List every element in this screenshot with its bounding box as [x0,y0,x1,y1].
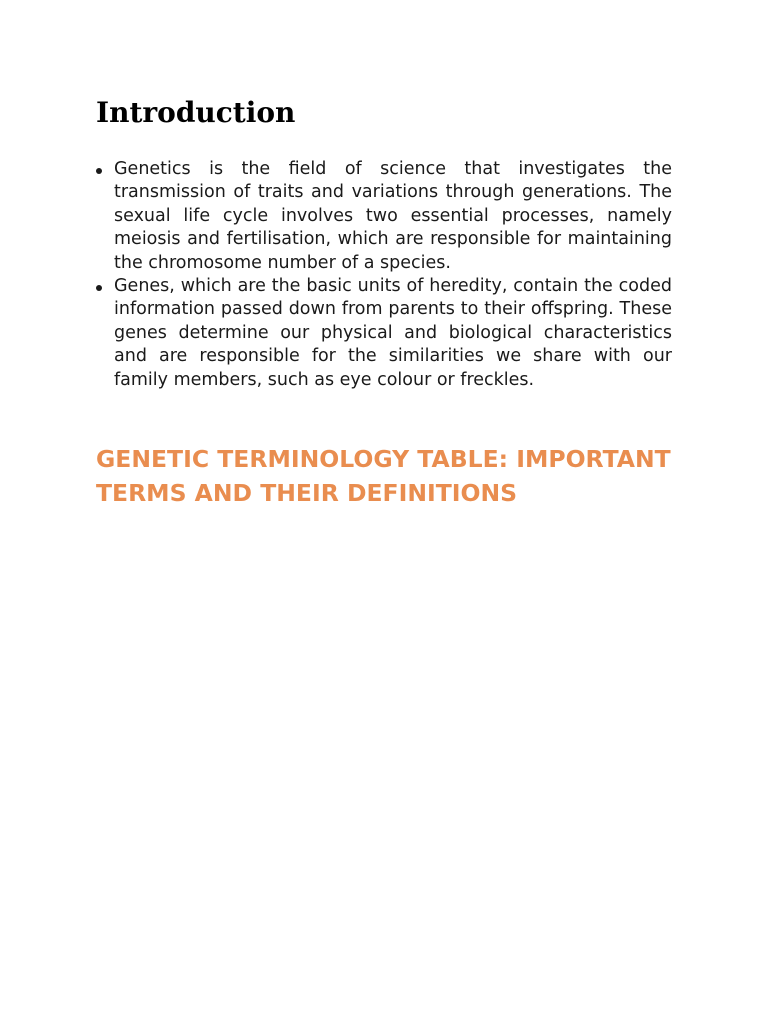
bullet-text-genes: Genes, which are the basic units of heredity, contain the coded information passed down from parents to their offspring. These genes determine our physical and biological characteristics and are responsible for the similarities we share with our family members, such as eye colour or freckles. [114,276,672,390]
introduction-bullet-list [114,158,672,392]
bullet-dot-icon [96,168,102,174]
bullet-item-genetics [114,158,672,275]
bullet-item-genes [114,275,672,392]
genetic-terminology-heading: GENETIC TERMINOLOGY TABLE: IMPORTANT TERMS AND THEIR DEFINITIONS [96,445,671,507]
bullet-text-genetics: Genetics is the field of science that investigates the transmission of traits and variations through generations. The sexual life cycle involves two essential processes, namely meiosis and fertilisation, which are responsible for maintaining the chromosome number of a species. [114,159,672,273]
introduction-heading: Introduction [96,96,296,129]
bullet-dot-icon [96,285,102,291]
